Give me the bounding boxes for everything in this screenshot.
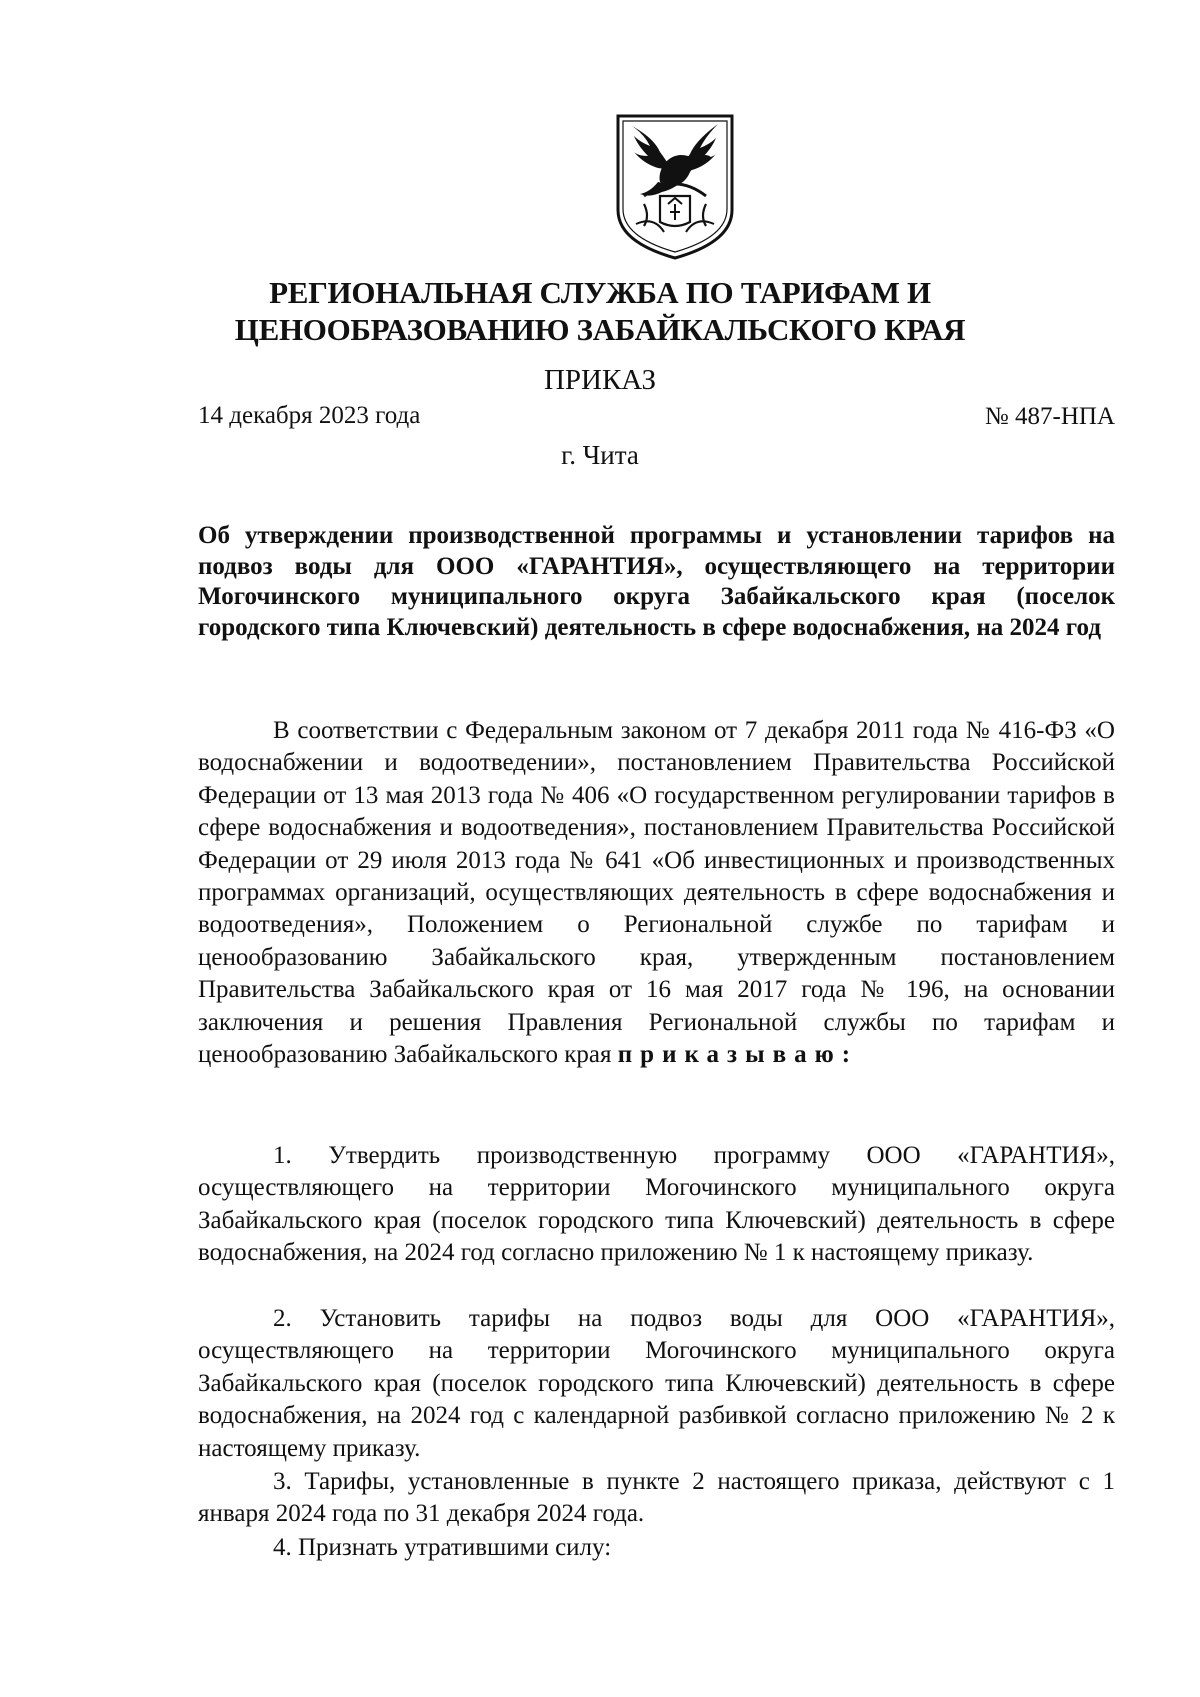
document-city: г. Чита [561, 440, 639, 470]
document-type: ПРИКАЗ [543, 364, 657, 396]
preamble-paragraph [198, 715, 1115, 1071]
order-word: приказываю: [617, 1041, 859, 1069]
document-number: № 487-НПА [984, 403, 1115, 430]
order-item-1: 1. Утвердить производственную программу ООО «ГАРАНТИЯ», осуществляющего на территории Могочинского муниципального округа Забайкальского края (поселок городского типа Ключевский) деятельность в сфере водоснабжения, на 2024 год согласно приложению № 1 к настоящему приказу. [198, 1142, 1115, 1267]
agency-name-line-2: ЦЕНООБРАЗОВАНИЮ ЗАБАЙКАЛЬСКОГО КРАЯ [234, 312, 966, 347]
document-title: Об утверждении производственной программы и установлении тарифов на подвоз воды для ООО «ГАРАНТИЯ», осуществляющего на территории Могочинского муниципального округа Забайкальского края (поселок городского типа Ключевский) деятельность в сфере водоснабжения, на 2024 год [198, 522, 1115, 641]
order-item-3: 3. Тарифы, установленные в пункте 2 настоящего приказа, действуют с 1 января 2024 года по 31 декабря 2024 года. [198, 1468, 1115, 1528]
document-date: 14 декабря 2023 года [198, 402, 421, 429]
order-item-2: 2. Установить тарифы на подвоз воды для ООО «ГАРАНТИЯ», осуществляющего на территории Могочинского муниципального округа Забайкальского края (поселок городского типа Ключевский) деятельность в сфере водоснабжения, на 2024 год с календарной разбивкой согласно приложению № 2 к настоящему приказу. [198, 1305, 1115, 1462]
preamble-text: В соответствии с Федеральным законом от 7 декабря 2011 года № 416-ФЗ «О водоснабжении и водоотведении», постановлением Правительства Российской Федерации от 13 мая 2013 года № 406 «О государственном регулировании тарифов в сфере водоснабжения и водоотведения», постановлением Правительства Российской Федерации от 29 июля 2013 года № 641 «Об инвестиционных и производственных программах организаций, осуществляющих деятельность в сфере водоснабжения и водоотведения», Положением о Региональной службе по тарифам и ценообразованию Забайкальского края, утвержденным постановлением Правительства Забайкальского края от 16 мая 2017 года № 196, на основании заключения и решения Правления Региональной службы по тарифам и ценообразованию Забайкальского края [198, 717, 1115, 1069]
coat-of-arms-emblem-icon [614, 112, 736, 262]
agency-name-line-1: РЕГИОНАЛЬНАЯ СЛУЖБА ПО ТАРИФАМ И [269, 275, 931, 310]
order-item-4: 4. Признать утратившими силу: [273, 1534, 612, 1561]
